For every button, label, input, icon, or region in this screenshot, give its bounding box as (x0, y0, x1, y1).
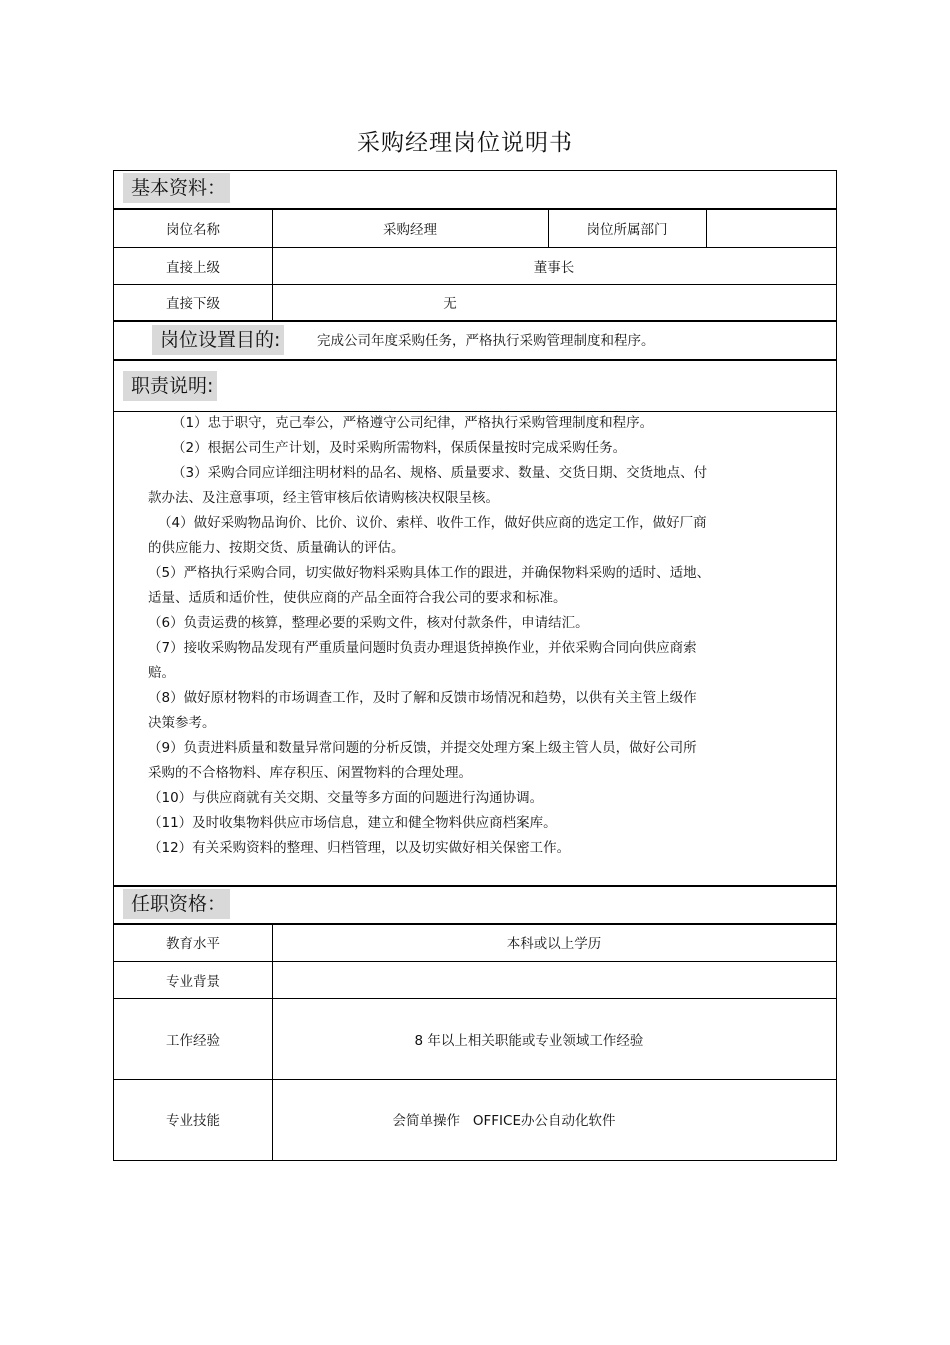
skills-value: 会简单操作 OFFICE办公自动化软件 (392, 1113, 616, 1129)
education-label: 教育水平 (166, 936, 220, 952)
duty-line: 采购的不合格物料、库存积压、闲置物料的合理处理。 (148, 765, 472, 781)
document-title: 采购经理岗位说明书 (357, 130, 573, 156)
duty-line: （4）做好采购物品询价、比价、议价、索样、收件工作，做好供应商的选定工作，做好厂商 (158, 515, 707, 531)
position-name-value: 采购经理 (383, 221, 437, 238)
qualifications-section-label: 任职资格： (123, 889, 230, 919)
duty-line: （11）及时收集物料供应市场信息，建立和健全物料供应商档案库。 (148, 815, 557, 831)
basic-info-section-label: 基本资料： (123, 173, 230, 203)
education-value: 本科或以上学历 (506, 936, 602, 952)
experience-label: 工作经验 (166, 1032, 220, 1049)
duty-line: （9）负责进料质量和数量异常问题的分析反馈，并提交处理方案上级主管人员，做好公司所 (148, 740, 697, 756)
duty-line: 款办法、及注意事项，经主管审核后依请购核决权限呈核。 (148, 490, 499, 506)
row-divider (114, 885, 836, 887)
duty-line: （7）接收采购物品发现有严重质量问题时负责办理退货掉换作业，并依采购合同向供应商索 (148, 640, 697, 656)
superior-label: 直接上级 (166, 259, 220, 276)
duty-line: （5）严格执行采购合同，切实做好物料采购具体工作的跟进，并确保物料采购的适时、适地、 (148, 565, 711, 581)
position-name-label: 岗位名称 (166, 221, 220, 238)
duty-line: （6）负责运费的核算，整理必要的采购文件，核对付款条件，申请结汇。 (148, 615, 589, 631)
skills-label: 专业技能 (166, 1113, 220, 1129)
duty-line: （3）采购合同应详细注明材料的品名、规格、质量要求、数量、交货日期、交货地点、付 (172, 465, 708, 481)
purpose-text: 完成公司年度采购任务，严格执行采购管理制度和程序。 (317, 333, 655, 349)
duties-section-label: 职责说明: (123, 371, 217, 401)
duty-line: 适量、适质和适价性，使供应商的产品全面符合我公司的要求和标准。 (148, 590, 567, 606)
row-divider (114, 359, 836, 361)
duty-line: 的供应能力、按期交货、质量确认的评估。 (148, 540, 405, 556)
duty-line: 决策参考。 (148, 715, 216, 731)
subordinate-label: 直接下级 (166, 296, 220, 312)
duty-line: 赔。 (148, 665, 175, 681)
duty-line: （12）有关采购资料的整理、归档管理，以及切实做好相关保密工作。 (148, 840, 571, 856)
duty-line: （8）做好原材物料的市场调查工作，及时了解和反馈市场情况和趋势，以供有关主管上级作 (148, 690, 697, 706)
row-divider (114, 320, 836, 322)
department-value (706, 208, 836, 247)
job-description-table (113, 170, 837, 1161)
department-label: 岗位所属部门 (586, 221, 668, 238)
duty-line: （2）根据公司生产计划，及时采购所需物料，保质保量按时完成采购任务。 (172, 440, 627, 456)
superior-value: 董事长 (533, 259, 575, 276)
major-value (272, 961, 836, 998)
duties-list (148, 411, 778, 861)
experience-value: 8 年以上相关职能或专业领域工作经验 (414, 1032, 644, 1049)
duty-line: （1）忠于职守，克己奉公，严格遵守公司纪律，严格执行采购管理制度和程序。 (172, 415, 654, 431)
subordinate-value: 无 (443, 296, 457, 312)
duty-line: （10）与供应商就有关交期、交量等多方面的问题进行沟通协调。 (148, 790, 544, 806)
major-label: 专业背景 (166, 973, 220, 990)
purpose-label: 岗位设置目的: (152, 325, 284, 355)
